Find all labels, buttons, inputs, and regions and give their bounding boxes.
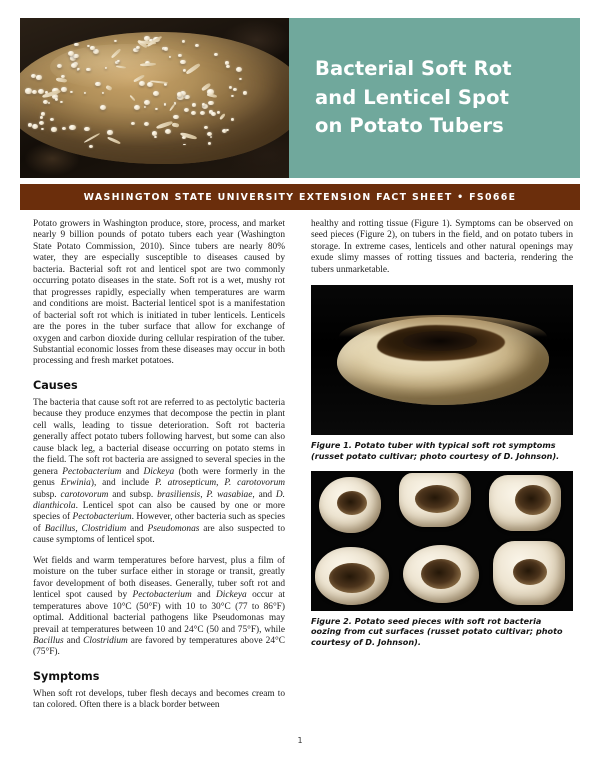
text-run: , — [216, 478, 225, 489]
soft-rot-lesion — [329, 563, 375, 593]
page-number: 1 — [297, 736, 303, 745]
text-run: ), and include — [90, 478, 155, 489]
lenticel-spots — [20, 18, 289, 178]
taxon-name: P. carotovorum — [224, 478, 285, 489]
soft-rot-lesion — [415, 485, 459, 513]
seed-piece — [315, 547, 389, 605]
taxon-name: Clostridium — [81, 523, 127, 534]
taxon-name: Clostridium — [83, 635, 128, 646]
taxon-name: Bacillus — [33, 635, 64, 646]
taxon-name: Pectobacterium — [132, 590, 192, 601]
intro-paragraph: Potato growers in Washington produce, store, process, and market nearly 9 billion pounds of potato tubers each year (Washington State Potato Commission, 2010). Since tubers are nearly 80% water, they are especially susceptible to diseases caused by bacteria. Bacterial soft rot and lenticel spot are two commonly occurring potato diseases in the state. Soft rot is a wet, mushy rot that progresses rapidly, especially when temperatures are warm and conditions are moist. Bacterial lenticel spot is a manifestation of bacterial soft rot which is initiated in tuber lenticels. Lenticels are the pores in the tuber surface that allow for exchange of oxygen and carbon dioxide during cellular respiration of the tuber. Substantial economic losses from these diseases may occur in both processing and fresh market potatoes. — [33, 219, 285, 367]
banner-text: WASHINGTON STATE UNIVERSITY EXTENSION FACT SHEET • FS066E — [83, 191, 517, 203]
taxon-name: brasiliensis — [157, 489, 201, 500]
soft-rot-lesion — [421, 559, 461, 589]
text-run: , — [200, 489, 207, 500]
heading-causes: Causes — [33, 378, 78, 392]
page-title — [315, 55, 558, 142]
text-run: occur at temperatures above 10°C (50°F) with 10 to 30°C (77 to 86°F) optimal. Additional bacterial pathogens like Pseudomonas may prevail at temperatures between 10 and 24°C (50 and 75°F), while — [33, 590, 285, 635]
article-body — [33, 219, 573, 712]
text-run: are favored by temperatures above 24°C (75°F). — [33, 635, 285, 658]
cover-photo-potato-tuber-lenticels — [20, 18, 289, 178]
text-run: Wet fields and warm temperatures before harvest, plus a film of moisture on the tuber surface either in storage or transit, greatly favor development of both diseases. Generally, tuber soft rot and lenticel spot caused by — [33, 555, 285, 601]
continuation-paragraph: healthy and rotting tissue (Figure 1). Symptoms can be observed on seed pieces (Figure 2), on tubers in the field, and on potato tubers in storage. In extreme cases, lenticels and other natural openings may exude slimy masses of rotting tissues and bacteria, rendering the tubers unmarketable. — [311, 219, 573, 275]
text-run: and — [121, 466, 144, 477]
taxon-name: D. dianthicola — [33, 489, 285, 511]
text-run: and subsp. — [108, 489, 158, 500]
text-run: . However, other bacteria such as species of — [33, 512, 285, 534]
seed-piece — [319, 477, 381, 533]
text-run: and — [63, 635, 84, 646]
text-run: (both were formerly in the genus — [33, 466, 286, 489]
text-run: , and — [252, 489, 276, 500]
figure-2-caption: Figure 2. Potato seed pieces with soft rot bacteria oozing from cut surfaces (russet potato cultivar; photo courtesy of D. Johnson). — [311, 616, 563, 647]
taxon-name: P. atrosepticum — [154, 478, 217, 489]
text-run: are also suspected to cause symptoms of lenticel spot. — [33, 523, 286, 546]
right-column — [311, 219, 573, 712]
text-run: and — [191, 590, 217, 601]
title-block — [289, 18, 580, 178]
text-run: The bacteria that cause soft rot are referred to as pectolytic bacteria because they produce enzymes that decompose the pectin in plant cell walls, leading to tissue deterioration. Soft rot bacteria generally affect potato tubers following harvest, but some can also cause black leg, a bacterial disease occurring on potato stems in the field. The soft rot bacteria are assigned to several species in the genera — [33, 397, 285, 477]
seed-piece — [489, 475, 561, 531]
text-run: subsp. — [33, 489, 61, 500]
figure-1-photo — [311, 285, 573, 435]
soft-rot-lesion — [515, 485, 551, 515]
seed-piece — [403, 545, 479, 603]
heading-symptoms: Symptoms — [33, 669, 100, 683]
seed-piece — [399, 473, 471, 527]
seed-piece — [493, 541, 565, 605]
soft-rot-lesion — [513, 559, 547, 585]
taxon-name: Dickeya — [216, 590, 247, 601]
left-column — [33, 219, 285, 712]
figure-2 — [311, 471, 573, 647]
text-run: , — [75, 523, 82, 534]
taxon-name: Pectobacterium — [72, 512, 132, 523]
figure-2-photo — [311, 471, 573, 611]
taxon-name: P. wasabiae — [206, 489, 253, 500]
taxon-name: Pectobacterium — [62, 466, 122, 477]
title-line-3: on Potato Tubers — [315, 114, 504, 138]
figure-1 — [311, 285, 573, 461]
symptoms-paragraph: When soft rot develops, tuber flesh decays and becomes cream to tan colored. Often there is a black border between — [33, 688, 285, 711]
causes-paragraph-1 — [33, 398, 285, 547]
title-line-2: and Lenticel Spot — [315, 85, 510, 109]
figure-1-caption: Figure 1. Potato tuber with typical soft rot symptoms (russet potato cultivar; photo courtesy of D. Johnson). — [311, 440, 560, 461]
text-run: and — [126, 523, 148, 534]
title-line-1: Bacterial Soft Rot — [315, 56, 512, 80]
taxon-name: Pseudomonas — [147, 523, 200, 534]
text-run: . Lenticel spot can also be caused by one or more species of — [33, 500, 285, 523]
taxon-name: carotovorum — [60, 489, 109, 500]
taxon-name: Erwinia — [60, 478, 91, 489]
soft-rot-lesion — [337, 491, 367, 515]
taxon-name: Dickeya — [143, 466, 175, 477]
taxon-name: Bacillus — [44, 523, 76, 534]
extension-banner — [20, 184, 580, 210]
causes-paragraph-2 — [33, 556, 285, 659]
masthead — [20, 18, 580, 178]
